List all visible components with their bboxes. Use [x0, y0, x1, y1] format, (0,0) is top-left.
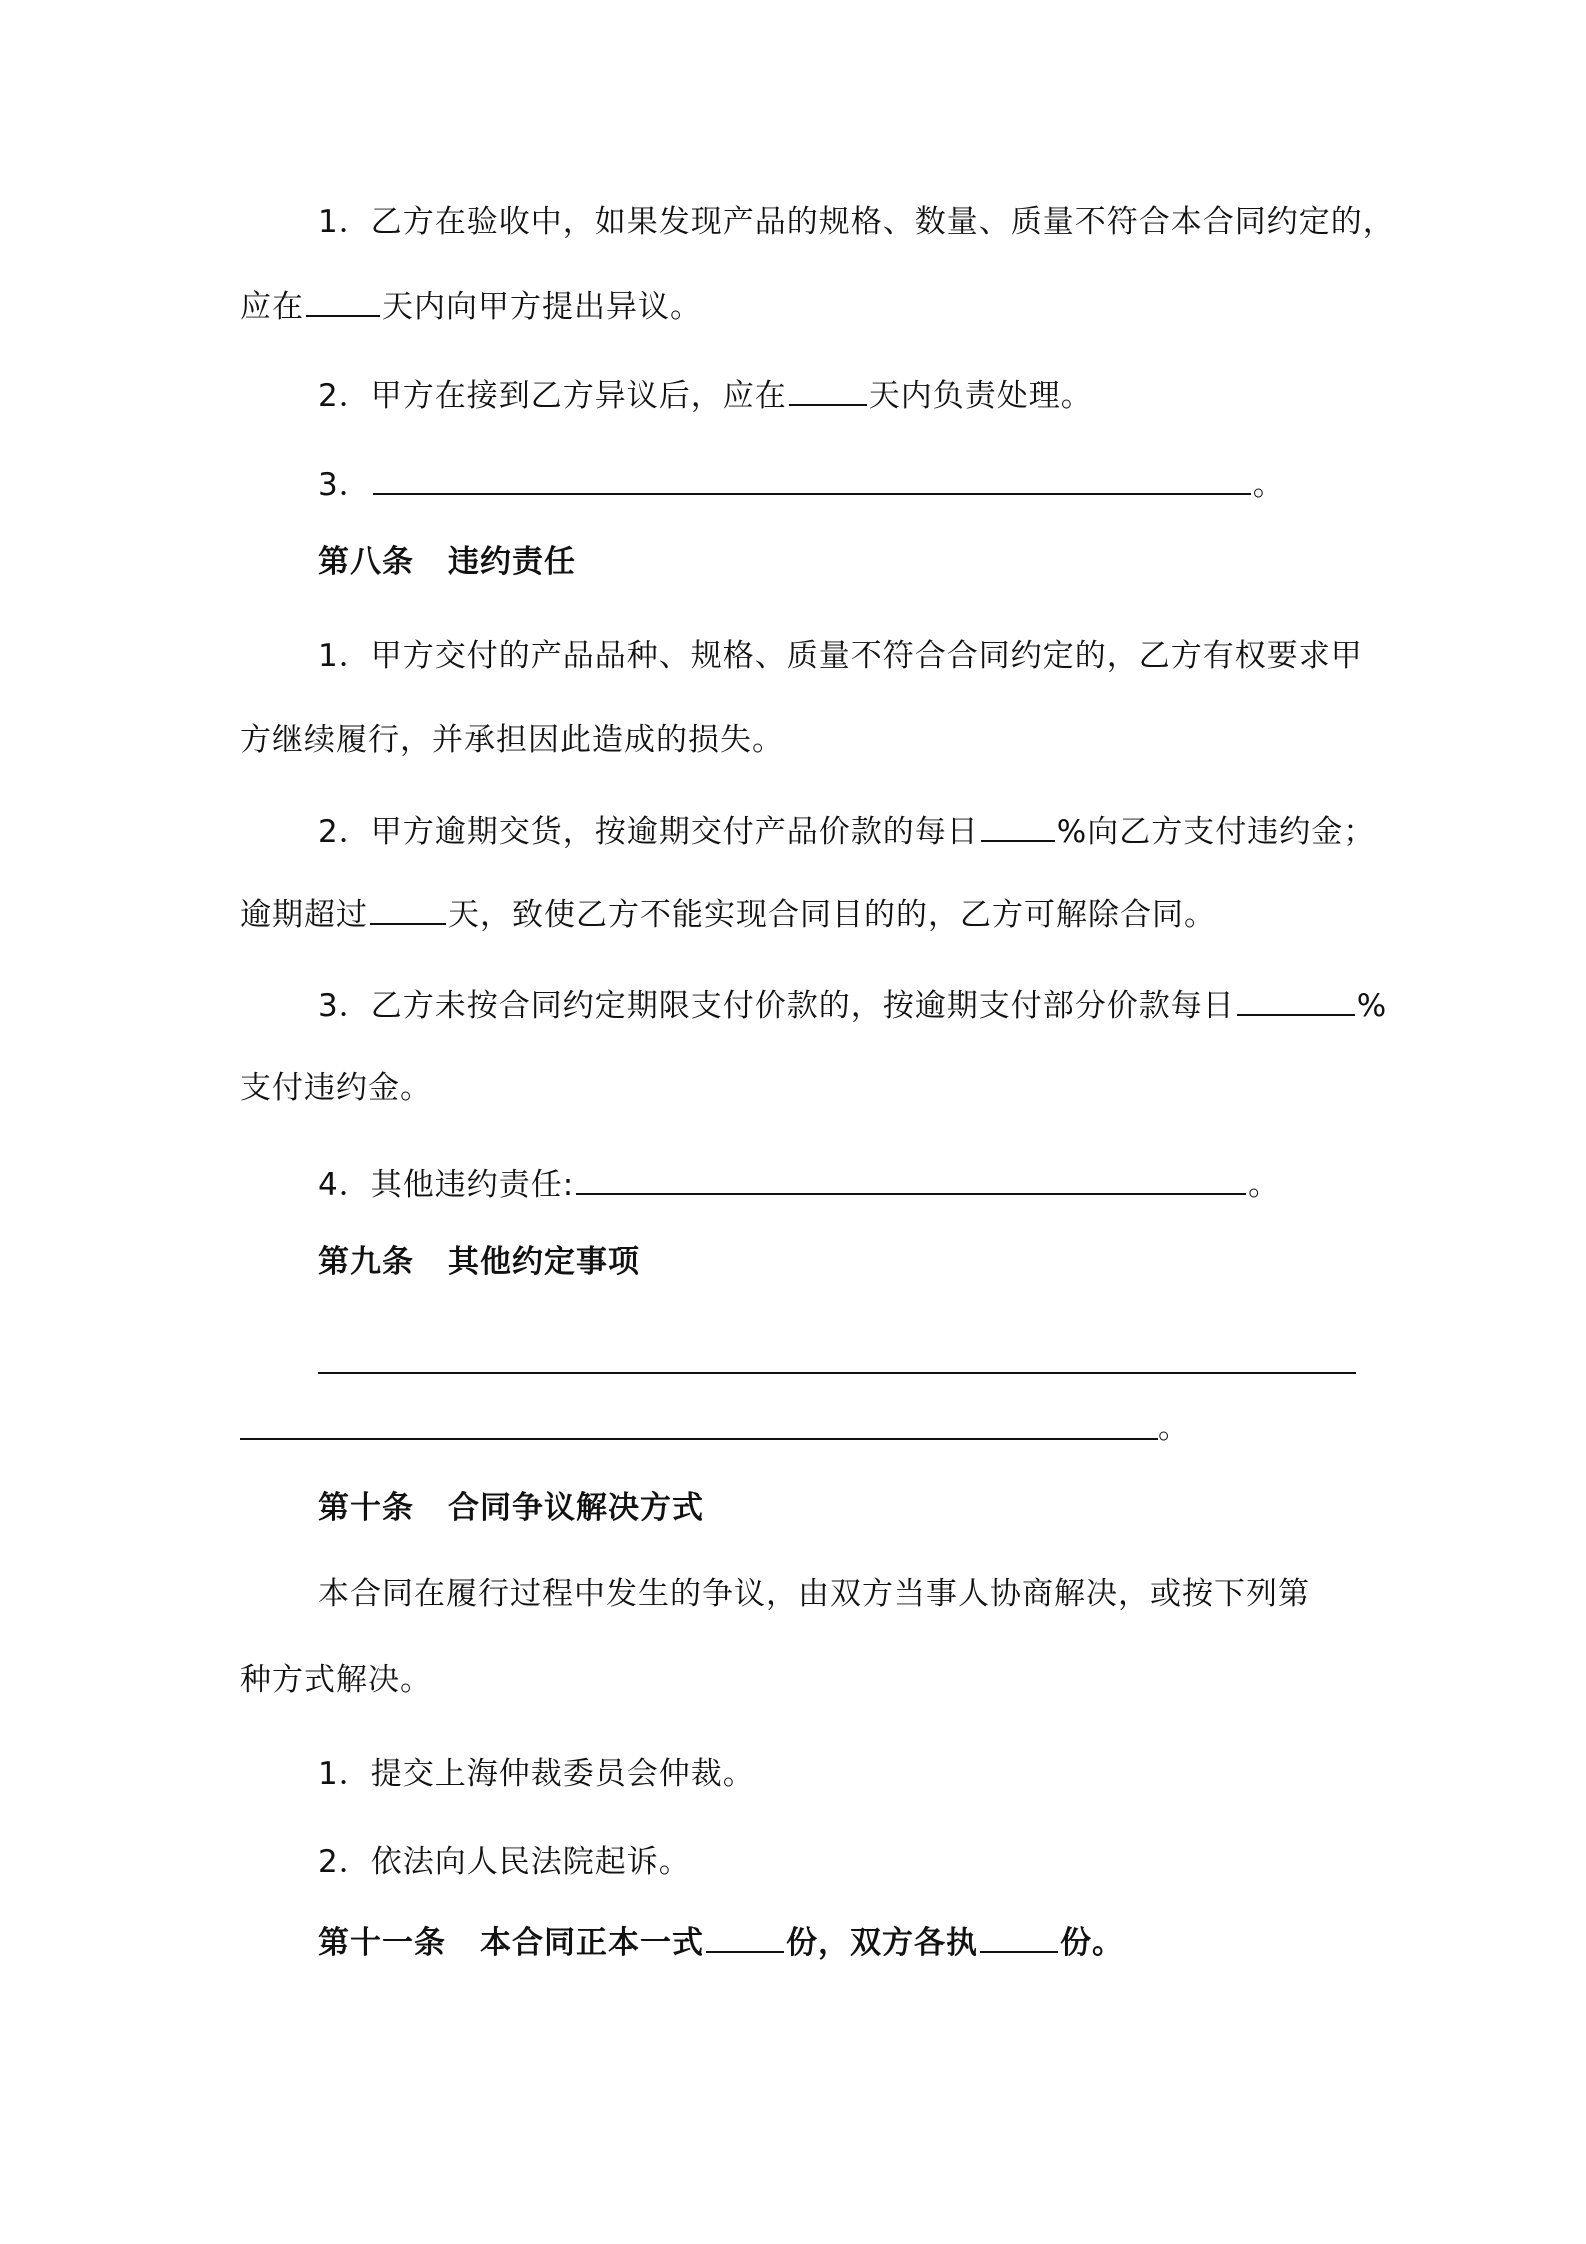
s8-item1-line1: 1．甲方交付的产品品种、规格、质量不符合合同约定的，乙方有权要求甲: [318, 638, 1363, 674]
s7-item3: [318, 463, 1285, 505]
section-8-heading: [318, 542, 576, 582]
days-blank[interactable]: [306, 285, 380, 317]
section-11-number: 第十一条: [318, 1925, 446, 1961]
s8-item2-prefix: 2．甲方逾期交货，按逾期交付产品价款的每日: [318, 814, 979, 850]
s11-text-prefix: 本合同正本一式: [480, 1925, 704, 1961]
s7-item2-suffix: 天内负责处理。: [868, 378, 1093, 414]
percent-blank[interactable]: [1237, 984, 1355, 1016]
s8-item3-line2: 支付违约金。: [240, 1070, 432, 1106]
days-blank[interactable]: [789, 374, 867, 406]
percent-blank[interactable]: [981, 810, 1055, 842]
s8-item2-line2: [240, 893, 1216, 935]
section-8-number: 第八条: [318, 544, 414, 580]
s8-item4-suffix: 。: [1248, 1167, 1281, 1203]
s8-item2-line1: [318, 810, 1375, 852]
s8-item4-prefix: 4．其他违约责任:: [318, 1167, 575, 1203]
section-10-heading: [318, 1488, 704, 1528]
s11-text-mid: 份，双方各执: [786, 1925, 978, 1961]
s7-item1-prefix: 应在: [240, 289, 304, 325]
s10-para-line1: 本合同在履行过程中发生的争议，由双方当事人协商解决，或按下列第: [318, 1576, 1310, 1612]
copies-blank[interactable]: [706, 1921, 784, 1953]
fill-in-line[interactable]: [318, 1372, 1356, 1374]
section-10-number: 第十条: [318, 1490, 414, 1526]
s7-item3-suffix: 。: [1252, 467, 1285, 503]
s11-text-suffix: 份。: [1060, 1925, 1124, 1961]
long-blank[interactable]: [373, 463, 1251, 495]
s7-item1-line1: 1．乙方在验收中，如果发现产品的规格、数量、质量不符合本合同约定的，: [318, 204, 1395, 240]
s8-item2-line2-prefix: 逾期超过: [240, 897, 368, 933]
section-9-number: 第九条: [318, 1244, 414, 1280]
s9-end-mark: 。: [1158, 1410, 1190, 1446]
s10-option2: 2．依法向人民法院起诉。: [318, 1844, 691, 1880]
s7-item1-suffix: 天内向甲方提出异议。: [382, 289, 702, 325]
s8-item3-prefix: 3．乙方未按合同约定期限支付价款的，按逾期支付部分价款每日: [318, 988, 1235, 1024]
s8-item2-suffix: %向乙方支付违约金；: [1056, 814, 1376, 850]
s7-item1-line2: [240, 285, 702, 327]
copies-each-blank[interactable]: [980, 1921, 1058, 1953]
s8-item1-line2: 方继续履行，并承担因此造成的损失。: [240, 722, 784, 758]
long-blank[interactable]: [576, 1163, 1246, 1195]
s10-para-line2: 种方式解决。: [240, 1662, 432, 1698]
section-10-title: 合同争议解决方式: [448, 1490, 704, 1526]
section-9-heading: [318, 1242, 640, 1282]
s7-item2-prefix: 2．甲方在接到乙方异议后，应在: [318, 378, 787, 414]
section-11-heading: [318, 1921, 1124, 1963]
section-8-title: 违约责任: [448, 544, 576, 580]
fill-in-line[interactable]: [240, 1438, 1158, 1440]
s10-option1: 1．提交上海仲裁委员会仲裁。: [318, 1756, 755, 1792]
s7-item2: [318, 374, 1093, 416]
s8-item4: [318, 1163, 1280, 1205]
section-9-title: 其他约定事项: [448, 1244, 640, 1280]
s7-item3-prefix: 3．: [318, 467, 371, 503]
s8-item3-suffix: %: [1356, 988, 1388, 1024]
days-blank[interactable]: [370, 893, 446, 925]
s8-item3-line1: [318, 984, 1387, 1026]
s8-item2-line2-suffix: 天，致使乙方不能实现合同目的的，乙方可解除合同。: [448, 897, 1216, 933]
